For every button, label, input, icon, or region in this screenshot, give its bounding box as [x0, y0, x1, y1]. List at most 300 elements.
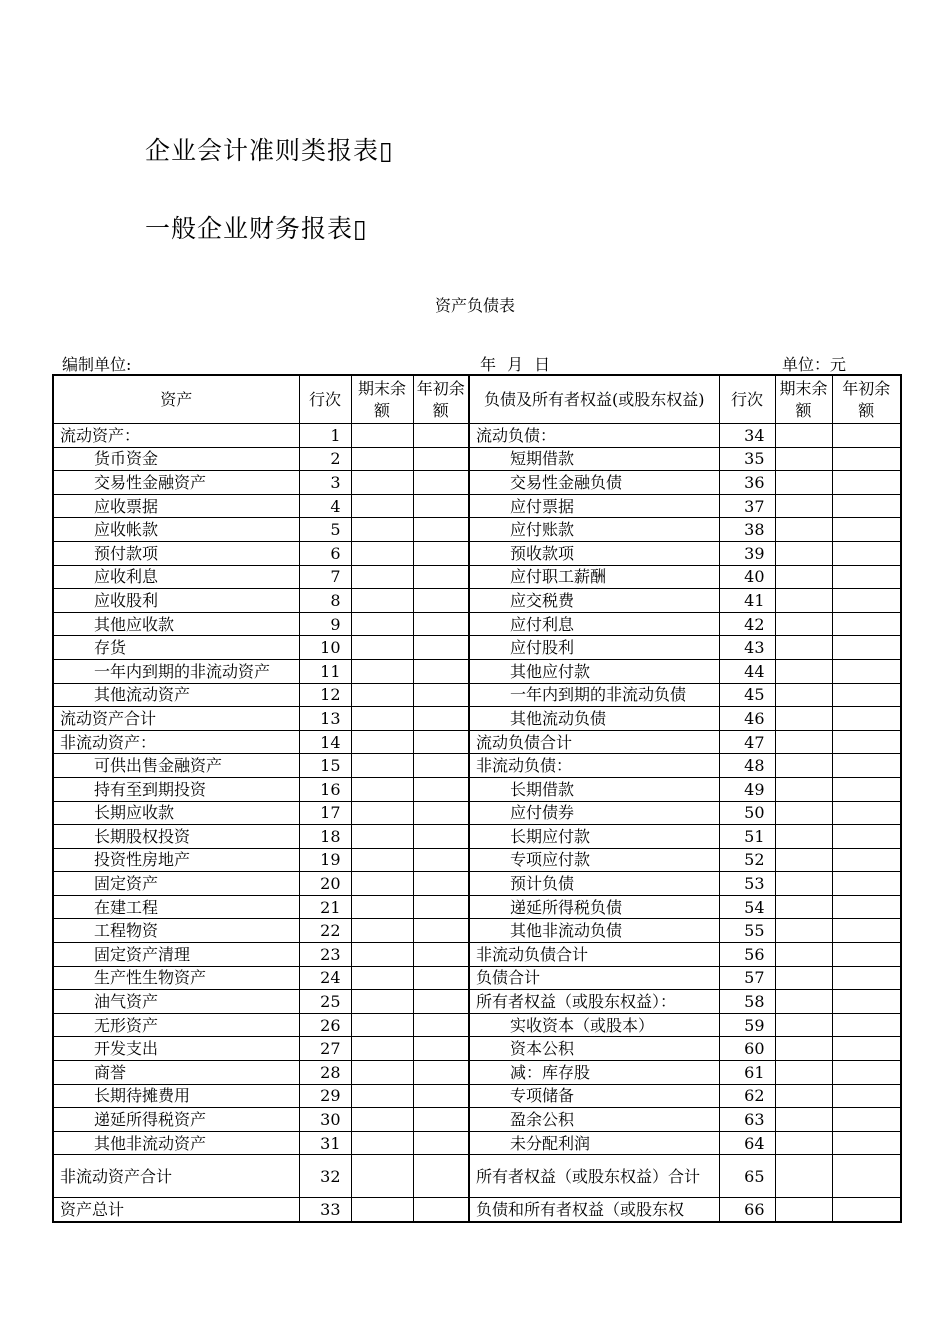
asset-item-label: 交易性金融资产 [53, 471, 299, 495]
liability-end-balance-cell [775, 471, 832, 495]
table-row [53, 895, 901, 919]
liability-begin-balance-cell [832, 518, 901, 542]
asset-begin-balance-cell [413, 825, 469, 849]
liability-item-label: 流动负债合计 [469, 730, 719, 754]
liability-begin-balance-cell [832, 1155, 901, 1198]
table-row [53, 1037, 901, 1061]
liability-row-number: 44 [719, 659, 775, 683]
table-row [53, 494, 901, 518]
liability-end-balance-cell [775, 1155, 832, 1198]
asset-begin-balance-cell [413, 777, 469, 801]
liability-begin-balance-cell [832, 1037, 901, 1061]
asset-item-label: 固定资产 [53, 872, 299, 896]
liability-begin-balance-cell [832, 471, 901, 495]
asset-item-label: 持有至到期投资 [53, 777, 299, 801]
liability-begin-balance-cell [832, 707, 901, 731]
liability-begin-balance-cell [832, 1198, 901, 1222]
asset-row-number: 28 [299, 1061, 351, 1085]
liability-end-balance-cell [775, 801, 832, 825]
liability-row-number: 53 [719, 872, 775, 896]
liability-begin-balance-cell [832, 777, 901, 801]
table-row [53, 659, 901, 683]
liability-end-balance-cell [775, 990, 832, 1014]
liability-row-number: 58 [719, 990, 775, 1014]
liability-row-number: 35 [719, 447, 775, 471]
table-row [53, 471, 901, 495]
table-row [53, 825, 901, 849]
asset-begin-balance-cell [413, 895, 469, 919]
asset-row-number: 9 [299, 612, 351, 636]
liability-row-number: 66 [719, 1198, 775, 1222]
asset-begin-balance-cell [413, 636, 469, 660]
table-row [53, 848, 901, 872]
asset-item-label: 预付款项 [53, 541, 299, 565]
liability-end-balance-cell [775, 659, 832, 683]
liability-item-label: 其他非流动负债 [469, 919, 719, 943]
asset-item-label: 递延所得税资产 [53, 1108, 299, 1132]
asset-row-number: 27 [299, 1037, 351, 1061]
asset-item-label: 长期应收款 [53, 801, 299, 825]
asset-end-balance-cell [351, 565, 413, 589]
table-row [53, 1084, 901, 1108]
liability-begin-balance-cell [832, 494, 901, 518]
asset-begin-balance-cell [413, 1061, 469, 1085]
liability-item-label: 负债和所有者权益（或股东权 [469, 1198, 719, 1222]
table-row [53, 683, 901, 707]
table-row [53, 801, 901, 825]
table-row [53, 447, 901, 471]
asset-item-label: 在建工程 [53, 895, 299, 919]
asset-end-balance-cell [351, 801, 413, 825]
liability-end-balance-cell [775, 777, 832, 801]
asset-item-label: 油气资产 [53, 990, 299, 1014]
asset-row-number: 19 [299, 848, 351, 872]
asset-item-label: 无形资产 [53, 1013, 299, 1037]
asset-begin-balance-cell [413, 424, 469, 448]
liability-begin-balance-cell [832, 1131, 901, 1155]
asset-end-balance-cell [351, 990, 413, 1014]
asset-begin-balance-cell [413, 943, 469, 967]
table-row [53, 990, 901, 1014]
report-category-title: 企业会计准则类报表▯ [145, 136, 394, 165]
asset-end-balance-cell [351, 1131, 413, 1155]
liability-row-number: 42 [719, 612, 775, 636]
liability-row-number: 48 [719, 754, 775, 778]
asset-end-balance-cell [351, 966, 413, 990]
liability-end-balance-cell [775, 1131, 832, 1155]
liability-item-label: 非流动负债合计 [469, 943, 719, 967]
asset-row-number: 10 [299, 636, 351, 660]
asset-end-balance-cell [351, 659, 413, 683]
liability-begin-balance-cell [832, 825, 901, 849]
asset-begin-balance-cell [413, 1084, 469, 1108]
liability-item-label: 实收资本（或股本） [469, 1013, 719, 1037]
liability-begin-balance-cell [832, 1108, 901, 1132]
liability-begin-balance-cell [832, 1013, 901, 1037]
asset-row-number: 18 [299, 825, 351, 849]
liability-end-balance-cell [775, 494, 832, 518]
liability-end-balance-cell [775, 1013, 832, 1037]
liability-end-balance-cell [775, 518, 832, 542]
liability-item-label: 其他流动负债 [469, 707, 719, 731]
asset-item-label: 一年内到期的非流动资产 [53, 659, 299, 683]
asset-item-label: 流动资产合计 [53, 707, 299, 731]
asset-item-label: 工程物资 [53, 919, 299, 943]
liability-row-number: 38 [719, 518, 775, 542]
asset-item-label: 其他非流动资产 [53, 1131, 299, 1155]
liability-begin-balance-cell [832, 1061, 901, 1085]
asset-end-balance-cell [351, 447, 413, 471]
col-header-row-no: 行次 [299, 375, 351, 424]
liability-item-label: 交易性金融负债 [469, 471, 719, 495]
liability-begin-balance-cell [832, 424, 901, 448]
asset-end-balance-cell [351, 754, 413, 778]
col-header-begin-balance: 年初余额 [413, 375, 469, 424]
asset-begin-balance-cell [413, 990, 469, 1014]
liability-end-balance-cell [775, 707, 832, 731]
liability-row-number: 52 [719, 848, 775, 872]
liability-row-number: 40 [719, 565, 775, 589]
asset-begin-balance-cell [413, 447, 469, 471]
asset-end-balance-cell [351, 471, 413, 495]
asset-end-balance-cell [351, 518, 413, 542]
liability-row-number: 39 [719, 541, 775, 565]
asset-item-label: 开发支出 [53, 1037, 299, 1061]
table-row [53, 966, 901, 990]
asset-end-balance-cell [351, 541, 413, 565]
report-subcategory-title: 一般企业财务报表▯ [145, 214, 368, 243]
liability-begin-balance-cell [832, 872, 901, 896]
liability-begin-balance-cell [832, 730, 901, 754]
asset-begin-balance-cell [413, 1037, 469, 1061]
asset-end-balance-cell [351, 777, 413, 801]
asset-item-label: 非流动资产合计 [53, 1155, 299, 1198]
table-row [53, 1061, 901, 1085]
liability-item-label: 非流动负债： [469, 754, 719, 778]
asset-end-balance-cell [351, 1155, 413, 1198]
asset-item-label: 长期待摊费用 [53, 1084, 299, 1108]
liability-end-balance-cell [775, 1108, 832, 1132]
table-row [53, 777, 901, 801]
liability-end-balance-cell [775, 825, 832, 849]
asset-row-number: 17 [299, 801, 351, 825]
table-header-row [53, 375, 901, 424]
liability-row-number: 46 [719, 707, 775, 731]
liability-begin-balance-cell [832, 541, 901, 565]
liability-row-number: 50 [719, 801, 775, 825]
table-row [53, 541, 901, 565]
asset-item-label: 应收帐款 [53, 518, 299, 542]
asset-row-number: 20 [299, 872, 351, 896]
table-row [53, 1108, 901, 1132]
liability-end-balance-cell [775, 872, 832, 896]
asset-begin-balance-cell [413, 612, 469, 636]
liability-end-balance-cell [775, 943, 832, 967]
table-row [53, 707, 901, 731]
table-row [53, 636, 901, 660]
asset-row-number: 12 [299, 683, 351, 707]
asset-row-number: 1 [299, 424, 351, 448]
col-header-row-no-right: 行次 [719, 375, 775, 424]
asset-row-number: 23 [299, 943, 351, 967]
liability-end-balance-cell [775, 589, 832, 613]
asset-row-number: 3 [299, 471, 351, 495]
asset-end-balance-cell [351, 872, 413, 896]
liability-row-number: 57 [719, 966, 775, 990]
liability-end-balance-cell [775, 966, 832, 990]
liability-end-balance-cell [775, 1037, 832, 1061]
asset-begin-balance-cell [413, 683, 469, 707]
preparer-unit-label: 编制单位: [62, 355, 132, 374]
liability-item-label: 盈余公积 [469, 1108, 719, 1132]
asset-begin-balance-cell [413, 494, 469, 518]
liability-item-label: 专项应付款 [469, 848, 719, 872]
asset-row-number: 13 [299, 707, 351, 731]
asset-row-number: 21 [299, 895, 351, 919]
liability-item-label: 应付债券 [469, 801, 719, 825]
asset-row-number: 14 [299, 730, 351, 754]
liability-end-balance-cell [775, 919, 832, 943]
liability-row-number: 34 [719, 424, 775, 448]
col-header-begin-balance-right: 年初余额 [832, 375, 901, 424]
asset-end-balance-cell [351, 825, 413, 849]
asset-row-number: 31 [299, 1131, 351, 1155]
liability-item-label: 递延所得税负债 [469, 895, 719, 919]
asset-row-number: 16 [299, 777, 351, 801]
table-row [53, 943, 901, 967]
liability-row-number: 54 [719, 895, 775, 919]
liability-end-balance-cell [775, 754, 832, 778]
asset-item-label: 非流动资产： [53, 730, 299, 754]
liability-end-balance-cell [775, 1084, 832, 1108]
table-row [53, 919, 901, 943]
liability-end-balance-cell [775, 895, 832, 919]
asset-row-number: 29 [299, 1084, 351, 1108]
asset-begin-balance-cell [413, 1013, 469, 1037]
asset-row-number: 6 [299, 541, 351, 565]
asset-item-label: 货币资金 [53, 447, 299, 471]
liability-row-number: 47 [719, 730, 775, 754]
liability-begin-balance-cell [832, 754, 901, 778]
asset-begin-balance-cell [413, 801, 469, 825]
liability-item-label: 流动负债： [469, 424, 719, 448]
asset-row-number: 25 [299, 990, 351, 1014]
liability-row-number: 59 [719, 1013, 775, 1037]
asset-row-number: 24 [299, 966, 351, 990]
currency-unit-label: 单位：元 [782, 355, 847, 374]
asset-end-balance-cell [351, 1061, 413, 1085]
asset-end-balance-cell [351, 1013, 413, 1037]
asset-end-balance-cell [351, 895, 413, 919]
asset-item-label: 资产总计 [53, 1198, 299, 1222]
liability-item-label: 应付股利 [469, 636, 719, 660]
asset-item-label: 生产性生物资产 [53, 966, 299, 990]
balance-sheet-title: 资产负债表 [434, 296, 515, 315]
liability-item-label: 应付职工薪酬 [469, 565, 719, 589]
asset-item-label: 应收票据 [53, 494, 299, 518]
asset-end-balance-cell [351, 943, 413, 967]
asset-end-balance-cell [351, 1108, 413, 1132]
asset-begin-balance-cell [413, 1108, 469, 1132]
liability-end-balance-cell [775, 683, 832, 707]
asset-end-balance-cell [351, 589, 413, 613]
asset-item-label: 其他应收款 [53, 612, 299, 636]
liability-item-label: 应交税费 [469, 589, 719, 613]
liability-begin-balance-cell [832, 990, 901, 1014]
asset-end-balance-cell [351, 1084, 413, 1108]
col-header-end-balance: 期末余额 [351, 375, 413, 424]
asset-row-number: 11 [299, 659, 351, 683]
liability-row-number: 49 [719, 777, 775, 801]
liability-row-number: 56 [719, 943, 775, 967]
liability-begin-balance-cell [832, 447, 901, 471]
liability-row-number: 65 [719, 1155, 775, 1198]
liability-begin-balance-cell [832, 1084, 901, 1108]
asset-begin-balance-cell [413, 707, 469, 731]
table-row [53, 872, 901, 896]
liability-end-balance-cell [775, 565, 832, 589]
table-row [53, 754, 901, 778]
col-header-asset: 资产 [53, 375, 299, 424]
liability-item-label: 一年内到期的非流动负债 [469, 683, 719, 707]
liability-item-label: 预收款项 [469, 541, 719, 565]
table-row [53, 424, 901, 448]
liability-begin-balance-cell [832, 612, 901, 636]
asset-end-balance-cell [351, 730, 413, 754]
asset-begin-balance-cell [413, 966, 469, 990]
liability-item-label: 所有者权益（或股东权益）合计 [469, 1155, 719, 1198]
asset-end-balance-cell [351, 1037, 413, 1061]
liability-item-label: 长期应付款 [469, 825, 719, 849]
asset-begin-balance-cell [413, 518, 469, 542]
liability-item-label: 负债合计 [469, 966, 719, 990]
liability-item-label: 专项储备 [469, 1084, 719, 1108]
table-row [53, 589, 901, 613]
liability-begin-balance-cell [832, 589, 901, 613]
liability-end-balance-cell [775, 848, 832, 872]
liability-row-number: 51 [719, 825, 775, 849]
liability-row-number: 60 [719, 1037, 775, 1061]
liability-item-label: 长期借款 [469, 777, 719, 801]
liability-end-balance-cell [775, 612, 832, 636]
asset-item-label: 商誉 [53, 1061, 299, 1085]
liability-row-number: 62 [719, 1084, 775, 1108]
asset-row-number: 15 [299, 754, 351, 778]
liability-begin-balance-cell [832, 636, 901, 660]
liability-begin-balance-cell [832, 848, 901, 872]
table-row [53, 1155, 901, 1198]
liability-row-number: 45 [719, 683, 775, 707]
asset-end-balance-cell [351, 919, 413, 943]
liability-end-balance-cell [775, 1061, 832, 1085]
liability-end-balance-cell [775, 424, 832, 448]
asset-item-label: 存货 [53, 636, 299, 660]
liability-item-label: 其他应付款 [469, 659, 719, 683]
liability-row-number: 41 [719, 589, 775, 613]
liability-item-label: 所有者权益（或股东权益）： [469, 990, 719, 1014]
liability-row-number: 64 [719, 1131, 775, 1155]
asset-begin-balance-cell [413, 1155, 469, 1198]
liability-item-label: 未分配利润 [469, 1131, 719, 1155]
liability-begin-balance-cell [832, 683, 901, 707]
balance-sheet-table [52, 374, 902, 1223]
asset-begin-balance-cell [413, 565, 469, 589]
liability-row-number: 36 [719, 471, 775, 495]
asset-end-balance-cell [351, 612, 413, 636]
table-row [53, 1198, 901, 1222]
liability-begin-balance-cell [832, 801, 901, 825]
asset-row-number: 5 [299, 518, 351, 542]
liability-begin-balance-cell [832, 943, 901, 967]
asset-begin-balance-cell [413, 730, 469, 754]
liability-row-number: 61 [719, 1061, 775, 1085]
asset-begin-balance-cell [413, 1131, 469, 1155]
asset-item-label: 投资性房地产 [53, 848, 299, 872]
liability-item-label: 预计负债 [469, 872, 719, 896]
liability-end-balance-cell [775, 636, 832, 660]
liability-row-number: 43 [719, 636, 775, 660]
liability-begin-balance-cell [832, 966, 901, 990]
col-header-end-balance-right: 期末余额 [775, 375, 832, 424]
liability-item-label: 减：库存股 [469, 1061, 719, 1085]
asset-begin-balance-cell [413, 754, 469, 778]
asset-begin-balance-cell [413, 659, 469, 683]
asset-item-label: 长期股权投资 [53, 825, 299, 849]
liability-end-balance-cell [775, 541, 832, 565]
liability-begin-balance-cell [832, 565, 901, 589]
asset-begin-balance-cell [413, 919, 469, 943]
asset-end-balance-cell [351, 707, 413, 731]
table-row [53, 518, 901, 542]
asset-row-number: 4 [299, 494, 351, 518]
liability-row-number: 63 [719, 1108, 775, 1132]
asset-begin-balance-cell [413, 471, 469, 495]
asset-end-balance-cell [351, 848, 413, 872]
asset-item-label: 流动资产： [53, 424, 299, 448]
asset-row-number: 32 [299, 1155, 351, 1198]
liability-item-label: 短期借款 [469, 447, 719, 471]
liability-row-number: 37 [719, 494, 775, 518]
table-row [53, 1131, 901, 1155]
liability-end-balance-cell [775, 447, 832, 471]
asset-item-label: 可供出售金融资产 [53, 754, 299, 778]
asset-row-number: 2 [299, 447, 351, 471]
asset-end-balance-cell [351, 424, 413, 448]
asset-item-label: 其他流动资产 [53, 683, 299, 707]
liability-item-label: 应付利息 [469, 612, 719, 636]
asset-row-number: 33 [299, 1198, 351, 1222]
liability-begin-balance-cell [832, 895, 901, 919]
report-date-label: 年 月 日 [480, 355, 551, 374]
liability-row-number: 55 [719, 919, 775, 943]
col-header-liability-equity: 负债及所有者权益(或股东权益) [469, 375, 719, 424]
asset-item-label: 应收利息 [53, 565, 299, 589]
liability-end-balance-cell [775, 1198, 832, 1222]
liability-begin-balance-cell [832, 659, 901, 683]
asset-begin-balance-cell [413, 1198, 469, 1222]
asset-begin-balance-cell [413, 872, 469, 896]
asset-end-balance-cell [351, 494, 413, 518]
asset-row-number: 7 [299, 565, 351, 589]
liability-item-label: 应付账款 [469, 518, 719, 542]
liability-begin-balance-cell [832, 919, 901, 943]
asset-begin-balance-cell [413, 589, 469, 613]
liability-end-balance-cell [775, 730, 832, 754]
asset-end-balance-cell [351, 1198, 413, 1222]
asset-begin-balance-cell [413, 541, 469, 565]
asset-item-label: 固定资产清理 [53, 943, 299, 967]
asset-row-number: 30 [299, 1108, 351, 1132]
